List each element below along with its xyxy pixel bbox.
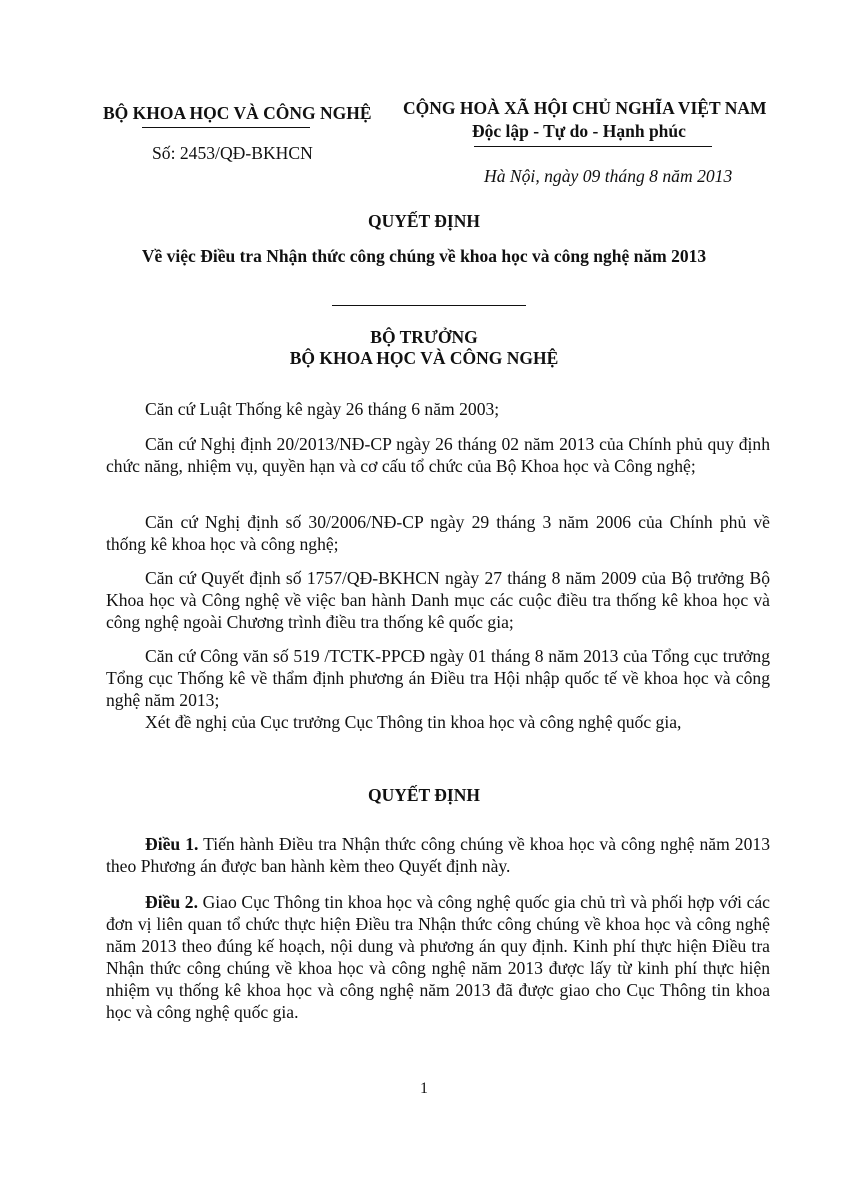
- decision-heading: QUYẾT ĐỊNH: [368, 785, 480, 805]
- document-subject: Về việc Điều tra Nhận thức công chúng về khoa học và công nghệ năm 2013: [141, 246, 707, 266]
- ministry-name: BỘ KHOA HỌC VÀ CÔNG NGHỆ: [103, 103, 372, 123]
- page-number: 1: [420, 1080, 428, 1097]
- national-motto: Độc lập - Tự do - Hạnh phúc: [472, 121, 686, 141]
- authority-title: BỘ TRƯỞNG: [370, 327, 478, 347]
- country-name: CỘNG HOÀ XÃ HỘI CHỦ NGHĨA VIỆT NAM: [403, 98, 767, 118]
- article-2-text: Giao Cục Thông tin khoa học và công nghệ quốc gia chủ trì và phối hợp với các đơn vị liên quan tổ chức thực hiện Điều tra Nhận thức công chúng về khoa học và công nghệ năm 2013 theo đúng kế hoạch, nội dung và phương án quy định. Kinh phí thực hiện Điều tra Nhận thức công chúng về khoa học và công nghệ năm 2013 được lấy từ kinh phí thực hiện nhiệm vụ thống kê khoa học và công nghệ năm 2013 đã được giao cho Cục Thông tin khoa học và công nghệ quốc gia.: [106, 892, 770, 1022]
- document-title: QUYẾT ĐỊNH: [368, 211, 480, 231]
- article-1-label: Điều 1.: [145, 834, 199, 854]
- motto-underline: [474, 146, 712, 147]
- article-2: [106, 891, 770, 1023]
- place-date: Hà Nội, ngày 09 tháng 8 năm 2013: [484, 166, 733, 186]
- preamble-clause-6: Xét đề nghị của Cục trưởng Cục Thông tin khoa học và công nghệ quốc gia,: [145, 712, 682, 732]
- preamble-clause-1: Căn cứ Luật Thống kê ngày 26 tháng 6 năm 2003;: [145, 399, 500, 419]
- title-divider: [332, 305, 526, 306]
- article-1: [106, 833, 770, 877]
- ministry-underline: [142, 127, 310, 128]
- article-1-text: Tiến hành Điều tra Nhận thức công chúng về khoa học và công nghệ năm 2013 theo Phương án được ban hành kèm theo Quyết định này.: [106, 834, 770, 876]
- document-number: Số: 2453/QĐ-BKHCN: [152, 143, 313, 163]
- preamble-clause-2: Căn cứ Nghị định 20/2013/NĐ-CP ngày 26 tháng 02 năm 2013 của Chính phủ quy định chức năng, nhiệm vụ, quyền hạn và cơ cấu tổ chức của Bộ Khoa học và Công nghệ;: [106, 434, 770, 476]
- authority-ministry: BỘ KHOA HỌC VÀ CÔNG NGHỆ: [289, 348, 559, 368]
- article-2-label: Điều 2.: [145, 892, 198, 912]
- preamble-clause-5: Căn cứ Công văn số 519 /TCTK-PPCĐ ngày 01 tháng 8 năm 2013 của Tổng cục trưởng Tổng cục Thống kê về thẩm định phương án Điều tra Hội nhập quốc tế về khoa học và công nghệ năm 2013;: [106, 646, 770, 710]
- preamble-clause-3: Căn cứ Nghị định số 30/2006/NĐ-CP ngày 29 tháng 3 năm 2006 của Chính phủ về thống kê khoa học và công nghệ;: [106, 512, 770, 554]
- preamble-clause-4: Căn cứ Quyết định số 1757/QĐ-BKHCN ngày 27 tháng 8 năm 2009 của Bộ trưởng Bộ Khoa học và Công nghệ về việc ban hành Danh mục các cuộc điều tra thống kê khoa học và công nghệ ngoài Chương trình điều tra thống kê quốc gia;: [106, 568, 770, 632]
